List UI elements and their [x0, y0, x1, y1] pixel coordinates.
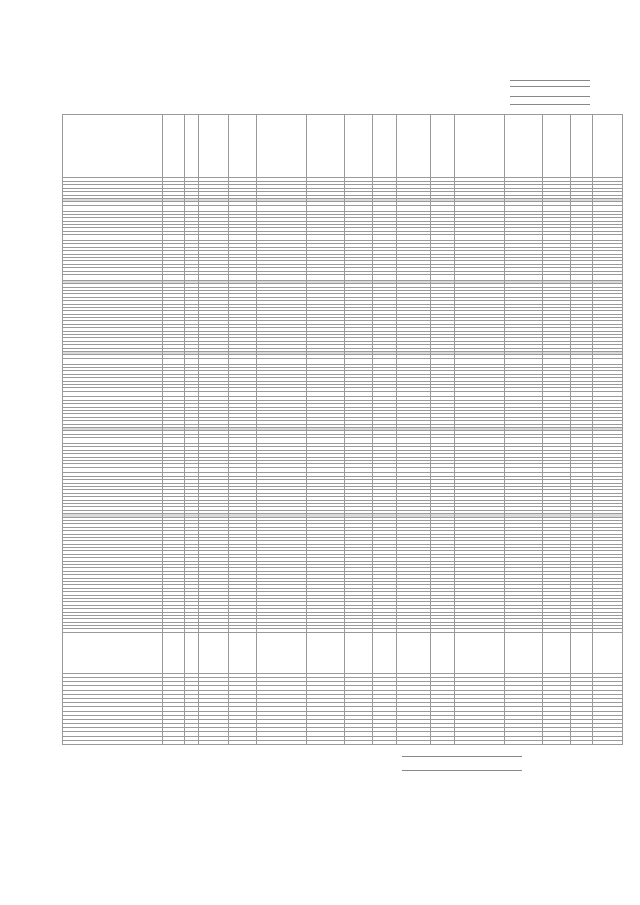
table2-header-cell [199, 613, 229, 674]
table1-header-cell [163, 115, 185, 178]
table2-header-row [63, 613, 623, 674]
table2-header-cell [505, 613, 543, 674]
table2-cell [373, 740, 397, 744]
table1-header-cell [185, 115, 199, 178]
table1-header-cell [397, 115, 431, 178]
table2-cell [307, 740, 345, 744]
table2-header-cell [63, 613, 163, 674]
meta-line [510, 86, 590, 87]
table2-cell [455, 740, 505, 744]
table2-header-cell [345, 613, 373, 674]
table1-header-cell [199, 115, 229, 178]
table1-header-cell [373, 115, 397, 178]
table2-header-cell [373, 613, 397, 674]
table1-header-cell [543, 115, 571, 178]
table1-header-cell [571, 115, 593, 178]
table2-cell [397, 740, 431, 744]
table1-header-cell [307, 115, 345, 178]
table2-cell [229, 740, 257, 744]
table2-header-cell [163, 613, 185, 674]
table2-cell [543, 740, 571, 744]
signature-row [62, 752, 592, 766]
table2-header-cell [455, 613, 505, 674]
table2-cell [593, 740, 623, 744]
table1-header-row [63, 115, 623, 178]
table1-header-cell [345, 115, 373, 178]
summary-table [62, 612, 623, 745]
table1-header-cell [455, 115, 505, 178]
table2-header-cell [571, 613, 593, 674]
meta-line [510, 96, 590, 97]
table2-header-cell [397, 613, 431, 674]
table1-header-cell [229, 115, 257, 178]
table2-cell [505, 740, 543, 744]
table2-header-cell [229, 613, 257, 674]
table1-header [63, 115, 623, 182]
form-meta-block [62, 77, 462, 104]
signature-row [62, 766, 592, 780]
meta-row [62, 100, 462, 105]
meta-line [510, 80, 590, 81]
table2-cell [257, 740, 307, 744]
table2-header-cell [185, 613, 199, 674]
table2-header-cell [543, 613, 571, 674]
table1-header-cell [431, 115, 455, 178]
table2-header [63, 613, 623, 678]
table2-header-cell [307, 613, 345, 674]
signature-block [62, 752, 592, 782]
table1-header-cell [593, 115, 623, 178]
table2-cell [63, 740, 163, 744]
table1-header-cell [505, 115, 543, 178]
table1-header-cell [257, 115, 307, 178]
table2-header-cell [593, 613, 623, 674]
table2-cell [199, 740, 229, 744]
table2-body [63, 678, 623, 745]
table2-cell [431, 740, 455, 744]
meta-line [510, 104, 590, 105]
signature-line [402, 756, 522, 757]
table2-cell [571, 740, 593, 744]
table1-header-cell [63, 115, 163, 178]
signature-line [402, 770, 522, 771]
table1-body [63, 182, 623, 633]
table2-header-cell [257, 613, 307, 674]
table2-cell [345, 740, 373, 744]
main-table [62, 114, 623, 633]
table2-cell [185, 740, 199, 744]
table2-cell [163, 740, 185, 744]
table2-row [63, 740, 623, 744]
table2-header-cell [431, 613, 455, 674]
